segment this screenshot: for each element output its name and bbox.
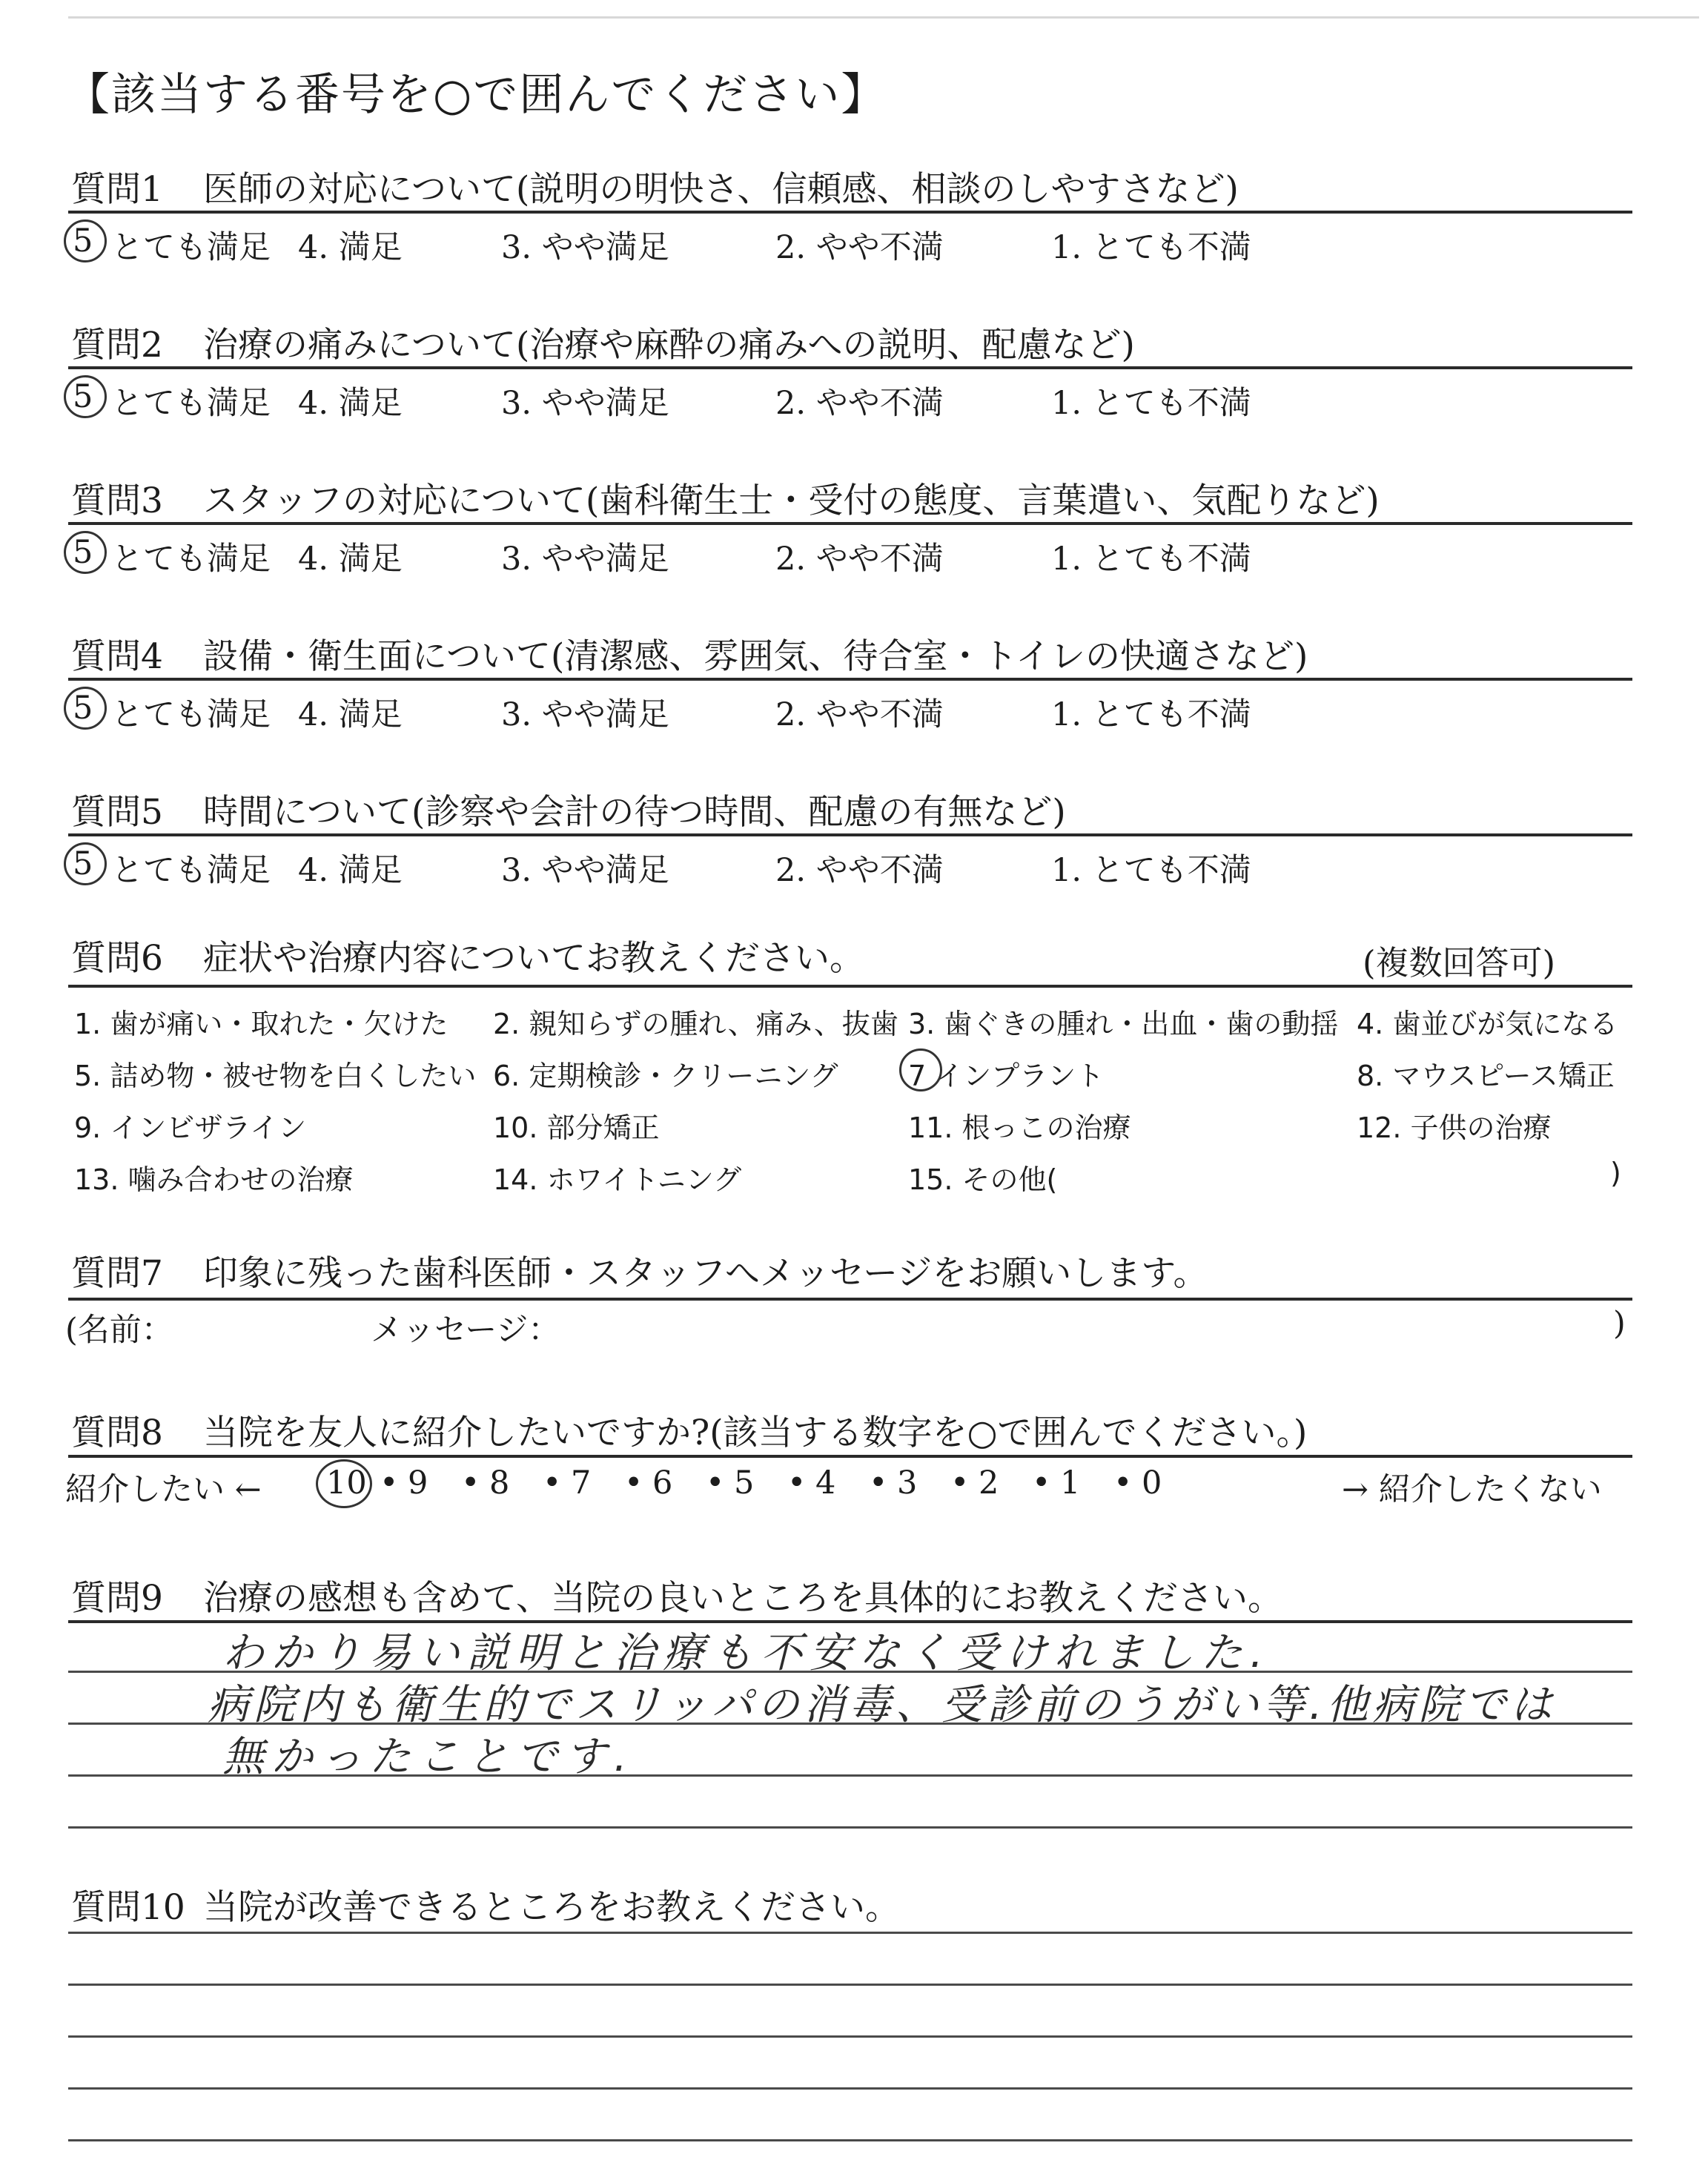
question-6-rule — [68, 985, 1632, 988]
question-text: 医師の対応について(説明の明快さ、信頼感、相談のしやすさなど) — [203, 169, 1239, 210]
symptom-option-9[interactable]: 9. インビザライン — [74, 1112, 307, 1144]
symptom-option-2[interactable]: 2. 親知らずの腫れ、痛み、抜歯 — [493, 1008, 898, 1040]
symptom-option-4[interactable]: 4. 歯並びが気になる — [1357, 1008, 1618, 1040]
scale-separator-dot: • — [380, 1464, 399, 1502]
recommend-value-0[interactable]: 0 — [1142, 1464, 1162, 1502]
question-4-options — [71, 690, 1632, 734]
answer-line — [68, 1826, 1632, 1829]
answer-line — [68, 1984, 1632, 1986]
question-4-rule — [68, 678, 1632, 681]
handwritten-answer-line-2: 病院内も衛生的でスリッパの消毒、受診前のうがい等.他病院では — [208, 1681, 1557, 1729]
rating-option-5[interactable]: とても満足 — [111, 696, 271, 733]
recommend-value-5[interactable]: 5 — [734, 1464, 755, 1502]
rating-option-1[interactable]: 1. とても不満 — [1051, 385, 1251, 422]
scale-separator-dot: • — [706, 1464, 725, 1502]
question-label: 質問5 — [71, 792, 163, 833]
question-5-rule — [68, 833, 1632, 836]
question-label: 質問1 — [71, 169, 163, 210]
option-number-selected[interactable]: 5 — [73, 845, 93, 882]
scale-separator-dot: • — [950, 1464, 970, 1502]
question-text: 当院を友人に紹介したいですか?(該当する数字を○で囲んでください。) — [203, 1413, 1308, 1453]
recommend-left-label: 紹介したい ← — [65, 1471, 262, 1508]
question-label: 質問9 — [71, 1578, 163, 1619]
question-text: スタッフの対応について(歯科衛生士・受付の態度、言葉遣い、気配りなど) — [203, 480, 1380, 521]
scale-separator-dot: • — [787, 1464, 807, 1502]
page-title: 【該当する番号を○で囲んでください】 — [65, 69, 887, 121]
recommend-right-label: → 紹介したくない — [1342, 1471, 1602, 1508]
option-number-selected[interactable]: 5 — [73, 378, 93, 415]
rating-option-3[interactable]: 3. やや満足 — [501, 696, 669, 733]
rating-option-3[interactable]: 3. やや満足 — [501, 385, 669, 422]
symptom-option-6[interactable]: 6. 定期検診・クリーニング — [493, 1060, 838, 1092]
question-1-heading — [71, 162, 1239, 211]
question-8-heading — [71, 1405, 1307, 1455]
symptom-option-8[interactable]: 8. マウスピース矯正 — [1357, 1060, 1615, 1092]
recommend-value-1[interactable]: 1 — [1060, 1464, 1081, 1502]
scale-separator-dot: • — [461, 1464, 480, 1502]
recommend-value-7[interactable]: 7 — [571, 1464, 592, 1502]
recommend-value-3[interactable]: 3 — [897, 1464, 918, 1502]
recommend-value-4[interactable]: 4 — [815, 1464, 836, 1502]
question-3-options — [71, 534, 1632, 578]
question-text: 治療の痛みについて(治療や麻酔の痛みへの説明、配慮など) — [203, 325, 1135, 366]
rating-option-4[interactable]: 4. 満足 — [298, 852, 403, 889]
recommend-value-6[interactable]: 6 — [652, 1464, 673, 1502]
symptom-option-5[interactable]: 5. 詰め物・被せ物を白くしたい — [74, 1060, 477, 1092]
rating-option-1[interactable]: 1. とても不満 — [1051, 852, 1251, 889]
question-label: 質問3 — [71, 480, 163, 521]
symptom-option-15[interactable]: 15. その他( — [908, 1163, 1058, 1196]
symptom-option-3[interactable]: 3. 歯ぐきの腫れ・出血・歯の動揺 — [908, 1008, 1339, 1040]
recommend-value-8[interactable]: 8 — [489, 1464, 510, 1502]
option-number-selected[interactable]: 5 — [73, 222, 93, 260]
answer-line — [68, 2087, 1632, 2090]
answer-line — [68, 2139, 1632, 2141]
message-close-paren: ) — [1613, 1305, 1626, 1342]
symptom-option-1[interactable]: 1. 歯が痛い・取れた・欠けた — [74, 1008, 448, 1040]
question-label: 質問7 — [71, 1253, 163, 1294]
rating-option-5[interactable]: とても満足 — [111, 541, 271, 578]
symptom-option-14[interactable]: 14. ホワイトニング — [493, 1163, 742, 1196]
handwritten-answer-line-3: 無かったことです. — [222, 1733, 635, 1781]
rating-option-4[interactable]: 4. 満足 — [298, 541, 403, 578]
question-4-heading — [71, 629, 1308, 678]
question-2-heading — [71, 317, 1135, 367]
question-3-heading — [71, 473, 1380, 523]
rating-option-2[interactable]: 2. やや不満 — [775, 696, 944, 733]
answer-line — [68, 1932, 1632, 1934]
symptom-option-7[interactable]: 7 インプラント — [908, 1060, 1105, 1092]
rating-option-2[interactable]: 2. やや不満 — [775, 385, 944, 422]
rating-option-4[interactable]: 4. 満足 — [298, 229, 403, 266]
question-8-rule — [68, 1455, 1632, 1458]
symptom-option-12[interactable]: 12. 子供の治療 — [1357, 1112, 1552, 1144]
scale-separator-dot: • — [869, 1464, 888, 1502]
rating-option-5[interactable]: とても満足 — [111, 229, 271, 266]
question-1-options — [71, 222, 1632, 267]
question-text: 時間について(診察や会計の待つ時間、配慮の有無など) — [203, 792, 1066, 833]
rating-option-4[interactable]: 4. 満足 — [298, 696, 403, 733]
question-5-heading — [71, 785, 1066, 834]
question-5-options — [71, 845, 1632, 890]
question-label: 質問6 — [71, 938, 163, 979]
question-7-rule — [68, 1298, 1632, 1301]
symptom-option-11[interactable]: 11. 根っこの治療 — [908, 1112, 1131, 1144]
recommend-value-2[interactable]: 2 — [979, 1464, 999, 1502]
name-label: (名前： — [65, 1312, 173, 1349]
scale-separator-dot: • — [624, 1464, 643, 1502]
question-label: 質問2 — [71, 325, 163, 366]
question-6-heading — [71, 931, 864, 980]
question-text: 設備・衛生面について(清潔感、雰囲気、待合室・トイレの快適さなど) — [203, 636, 1308, 677]
other-close-paren: ) — [1610, 1157, 1621, 1189]
question-label: 質問4 — [71, 636, 163, 677]
recommend-value-9[interactable]: 9 — [408, 1464, 428, 1502]
answer-line — [68, 2035, 1632, 2038]
scale-separator-dot: • — [1113, 1464, 1133, 1502]
question-label: 質問10 — [71, 1887, 185, 1928]
question-text: 印象に残った歯科医師・スタッフへメッセージをお願いします。 — [203, 1253, 1208, 1294]
question-3-rule — [68, 522, 1632, 525]
rating-option-2[interactable]: 2. やや不満 — [775, 852, 944, 889]
question-2-rule — [68, 366, 1632, 369]
rating-option-5[interactable]: とても満足 — [111, 852, 271, 889]
scale-separator-dot: • — [1032, 1464, 1051, 1502]
handwritten-answer-line-1: わかり易い説明と治療も不安なく受けれました. — [222, 1629, 1271, 1677]
symptom-option-13[interactable]: 13. 噛み合わせの治療 — [74, 1163, 354, 1196]
rating-option-4[interactable]: 4. 満足 — [298, 385, 403, 422]
symptom-option-10[interactable]: 10. 部分矯正 — [493, 1112, 660, 1144]
question-text: 症状や治療内容についてお教えください。 — [203, 938, 865, 979]
selected-circle-mark — [316, 1459, 372, 1508]
question-10-heading — [71, 1880, 900, 1929]
rating-option-3[interactable]: 3. やや満足 — [501, 541, 669, 578]
question-9-heading — [71, 1571, 1282, 1620]
rating-option-3[interactable]: 3. やや満足 — [501, 229, 669, 266]
option-number-selected[interactable]: 5 — [73, 534, 93, 571]
rating-option-1[interactable]: 1. とても不満 — [1051, 229, 1251, 266]
rating-option-2[interactable]: 2. やや不満 — [775, 541, 944, 578]
question-text: 当院が改善できるところをお教えください。 — [203, 1887, 900, 1928]
top-border — [68, 16, 1699, 19]
question-label: 質問8 — [71, 1413, 163, 1453]
option-number-selected[interactable]: 5 — [73, 690, 93, 727]
rating-option-2[interactable]: 2. やや不満 — [775, 229, 944, 266]
scale-separator-dot: • — [543, 1464, 562, 1502]
recommend-value-10[interactable]: 10 — [326, 1464, 367, 1502]
rating-option-1[interactable]: 1. とても不満 — [1051, 541, 1251, 578]
question-1-rule — [68, 211, 1632, 214]
question-text: 治療の感想も含めて、当院の良いところを具体的にお教えください。 — [203, 1578, 1283, 1619]
multiple-answer-note: (複数回答可) — [1363, 943, 1556, 982]
question-7-heading — [71, 1246, 1208, 1295]
selected-circle-mark — [899, 1048, 942, 1091]
rating-option-1[interactable]: 1. とても不満 — [1051, 696, 1251, 733]
rating-option-3[interactable]: 3. やや満足 — [501, 852, 669, 889]
question-2-options — [71, 378, 1632, 423]
message-label: メッセージ： — [371, 1312, 560, 1349]
rating-option-5[interactable]: とても満足 — [111, 385, 271, 422]
